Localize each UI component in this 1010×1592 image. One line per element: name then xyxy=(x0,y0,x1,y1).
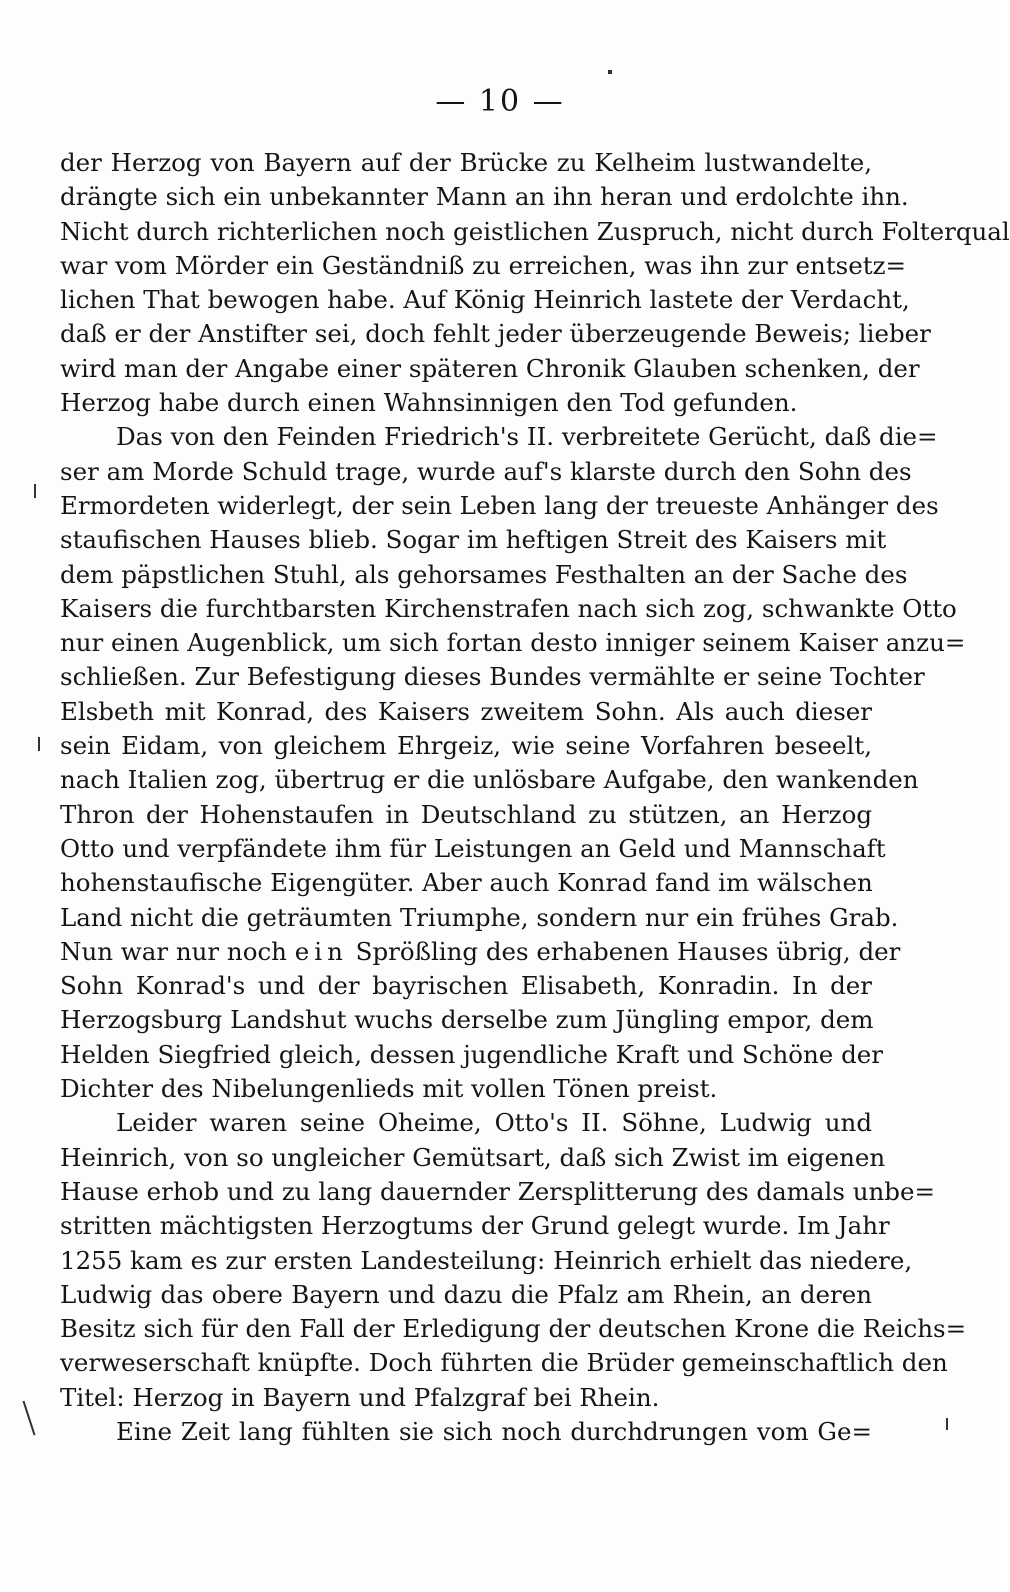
scan-mark xyxy=(608,70,612,74)
text-line: dem päpstlichen Stuhl, als gehorsames Festhalten an der Sache des xyxy=(60,559,908,589)
text-line: staufischen Hauses blieb. Sogar im heftigen Streit des Kaisers mit xyxy=(60,525,887,555)
text-line: Titel: Herzog in Bayern und Pfalzgraf bei Rhein. xyxy=(60,1382,660,1412)
text-line: sein Eidam, von gleichem Ehrgeiz, wie seine Vorfahren beseelt, xyxy=(60,731,872,761)
text-line: Herzogsburg Landshut wuchs derselbe zum Jüngling empor, dem xyxy=(60,1005,874,1035)
text-line: 1255 kam es zur ersten Landesteilung: Heinrich erhielt das niedere, xyxy=(60,1245,913,1275)
text-line: wird man der Angabe einer späteren Chronik Glauben schenken, der xyxy=(60,353,920,383)
text-line: der Herzog von Bayern auf der Brücke zu Kelheim lustwandelte, xyxy=(60,148,872,177)
text-line: Otto und verpfändete ihm für Leistungen an Geld und Mannschaft xyxy=(60,833,886,863)
text-line: Elsbeth mit Konrad, des Kaisers zweitem Sohn. Als auch dieser xyxy=(60,696,872,726)
text-line: Herzog habe durch einen Wahnsinnigen den Tod gefunden. xyxy=(60,388,798,418)
text-line: schließen. Zur Befestigung dieses Bundes vermählte er seine Tochter xyxy=(60,662,925,692)
scan-mark xyxy=(22,1401,35,1436)
text-line: Sohn Konrad's und der bayrischen Elisabeth, Konradin. In der xyxy=(60,971,872,1001)
text-line: Helden Siegfried gleich, dessen jugendliche Kraft und Schöne der xyxy=(60,1039,883,1069)
text-line: Ludwig das obere Bayern und dazu die Pfalz am Rhein, an deren xyxy=(60,1279,872,1309)
text-line: Ermordeten widerlegt, der sein Leben lang der treueste Anhänger des xyxy=(60,490,939,520)
text-line: hohenstaufische Eigengüter. Aber auch Konrad fand im wälschen xyxy=(60,868,873,898)
body-text xyxy=(60,146,1010,1449)
text-line: Heinrich, von so ungleicher Gemütsart, daß sich Zwist im eigenen xyxy=(60,1142,886,1172)
text-line: Nun war nur noch ein Sprößling des erhabenen Hauses übrig, der xyxy=(60,936,901,966)
scan-mark xyxy=(38,737,40,751)
text-line: Hause erhob und zu lang dauernder Zersplitterung des damals unbe= xyxy=(60,1176,935,1206)
text-line: Leider waren seine Oheime, Otto's II. Söhne, Ludwig und xyxy=(116,1108,872,1138)
text-line: stritten mächtigsten Herzogtums der Grund gelegt wurde. Im Jahr xyxy=(60,1211,890,1241)
text-line: Besitz sich für den Fall der Erledigung der deutschen Krone die Reichs= xyxy=(60,1314,967,1344)
scan-mark xyxy=(946,1418,948,1430)
scan-mark xyxy=(34,484,36,498)
text-line: nur einen Augenblick, um sich fortan desto inniger seinem Kaiser anzu= xyxy=(60,628,966,658)
page-number: — 10 — xyxy=(435,84,565,119)
text-line: war vom Mörder ein Geständniß zu erreichen, was ihn zur entsetz= xyxy=(60,250,907,280)
text-line: nach Italien zog, übertrug er die unlösbare Aufgabe, den wankenden xyxy=(60,765,919,795)
text-line: Dichter des Nibelungenlieds mit vollen Tönen preist. xyxy=(60,1074,718,1104)
text-line: Land nicht die geträumten Triumphe, sondern nur ein frühes Grab. xyxy=(60,902,899,932)
text-line: drängte sich ein unbekannter Mann an ihn heran und erdolchte ihn. xyxy=(60,182,909,212)
text-line: Nicht durch richterlichen noch geistlichen Zuspruch, nicht durch Folterqual xyxy=(60,216,1010,246)
emphasized-word: ein xyxy=(294,936,348,966)
text-line: Kaisers die furchtbarsten Kirchenstrafen nach sich zog, schwankte Otto xyxy=(60,593,957,623)
text-line: ser am Morde Schuld trage, wurde auf's klarste durch den Sohn des xyxy=(60,456,912,486)
text-line: lichen That bewogen habe. Auf König Heinrich lastete der Verdacht, xyxy=(60,285,910,315)
text-line: Das von den Feinden Friedrich's II. verbreitete Gerücht, daß die= xyxy=(116,422,938,452)
text-line: Thron der Hohenstaufen in Deutschland zu stützen, an Herzog xyxy=(60,799,872,829)
text-line: verweserschaft knüpfte. Doch führten die Brüder gemeinschaftlich den xyxy=(60,1348,948,1378)
text-line: daß er der Anstifter sei, doch fehlt jeder überzeugende Beweis; lieber xyxy=(60,319,931,349)
text-line: Eine Zeit lang fühlten sie sich noch durchdrungen vom Ge= xyxy=(116,1416,872,1446)
